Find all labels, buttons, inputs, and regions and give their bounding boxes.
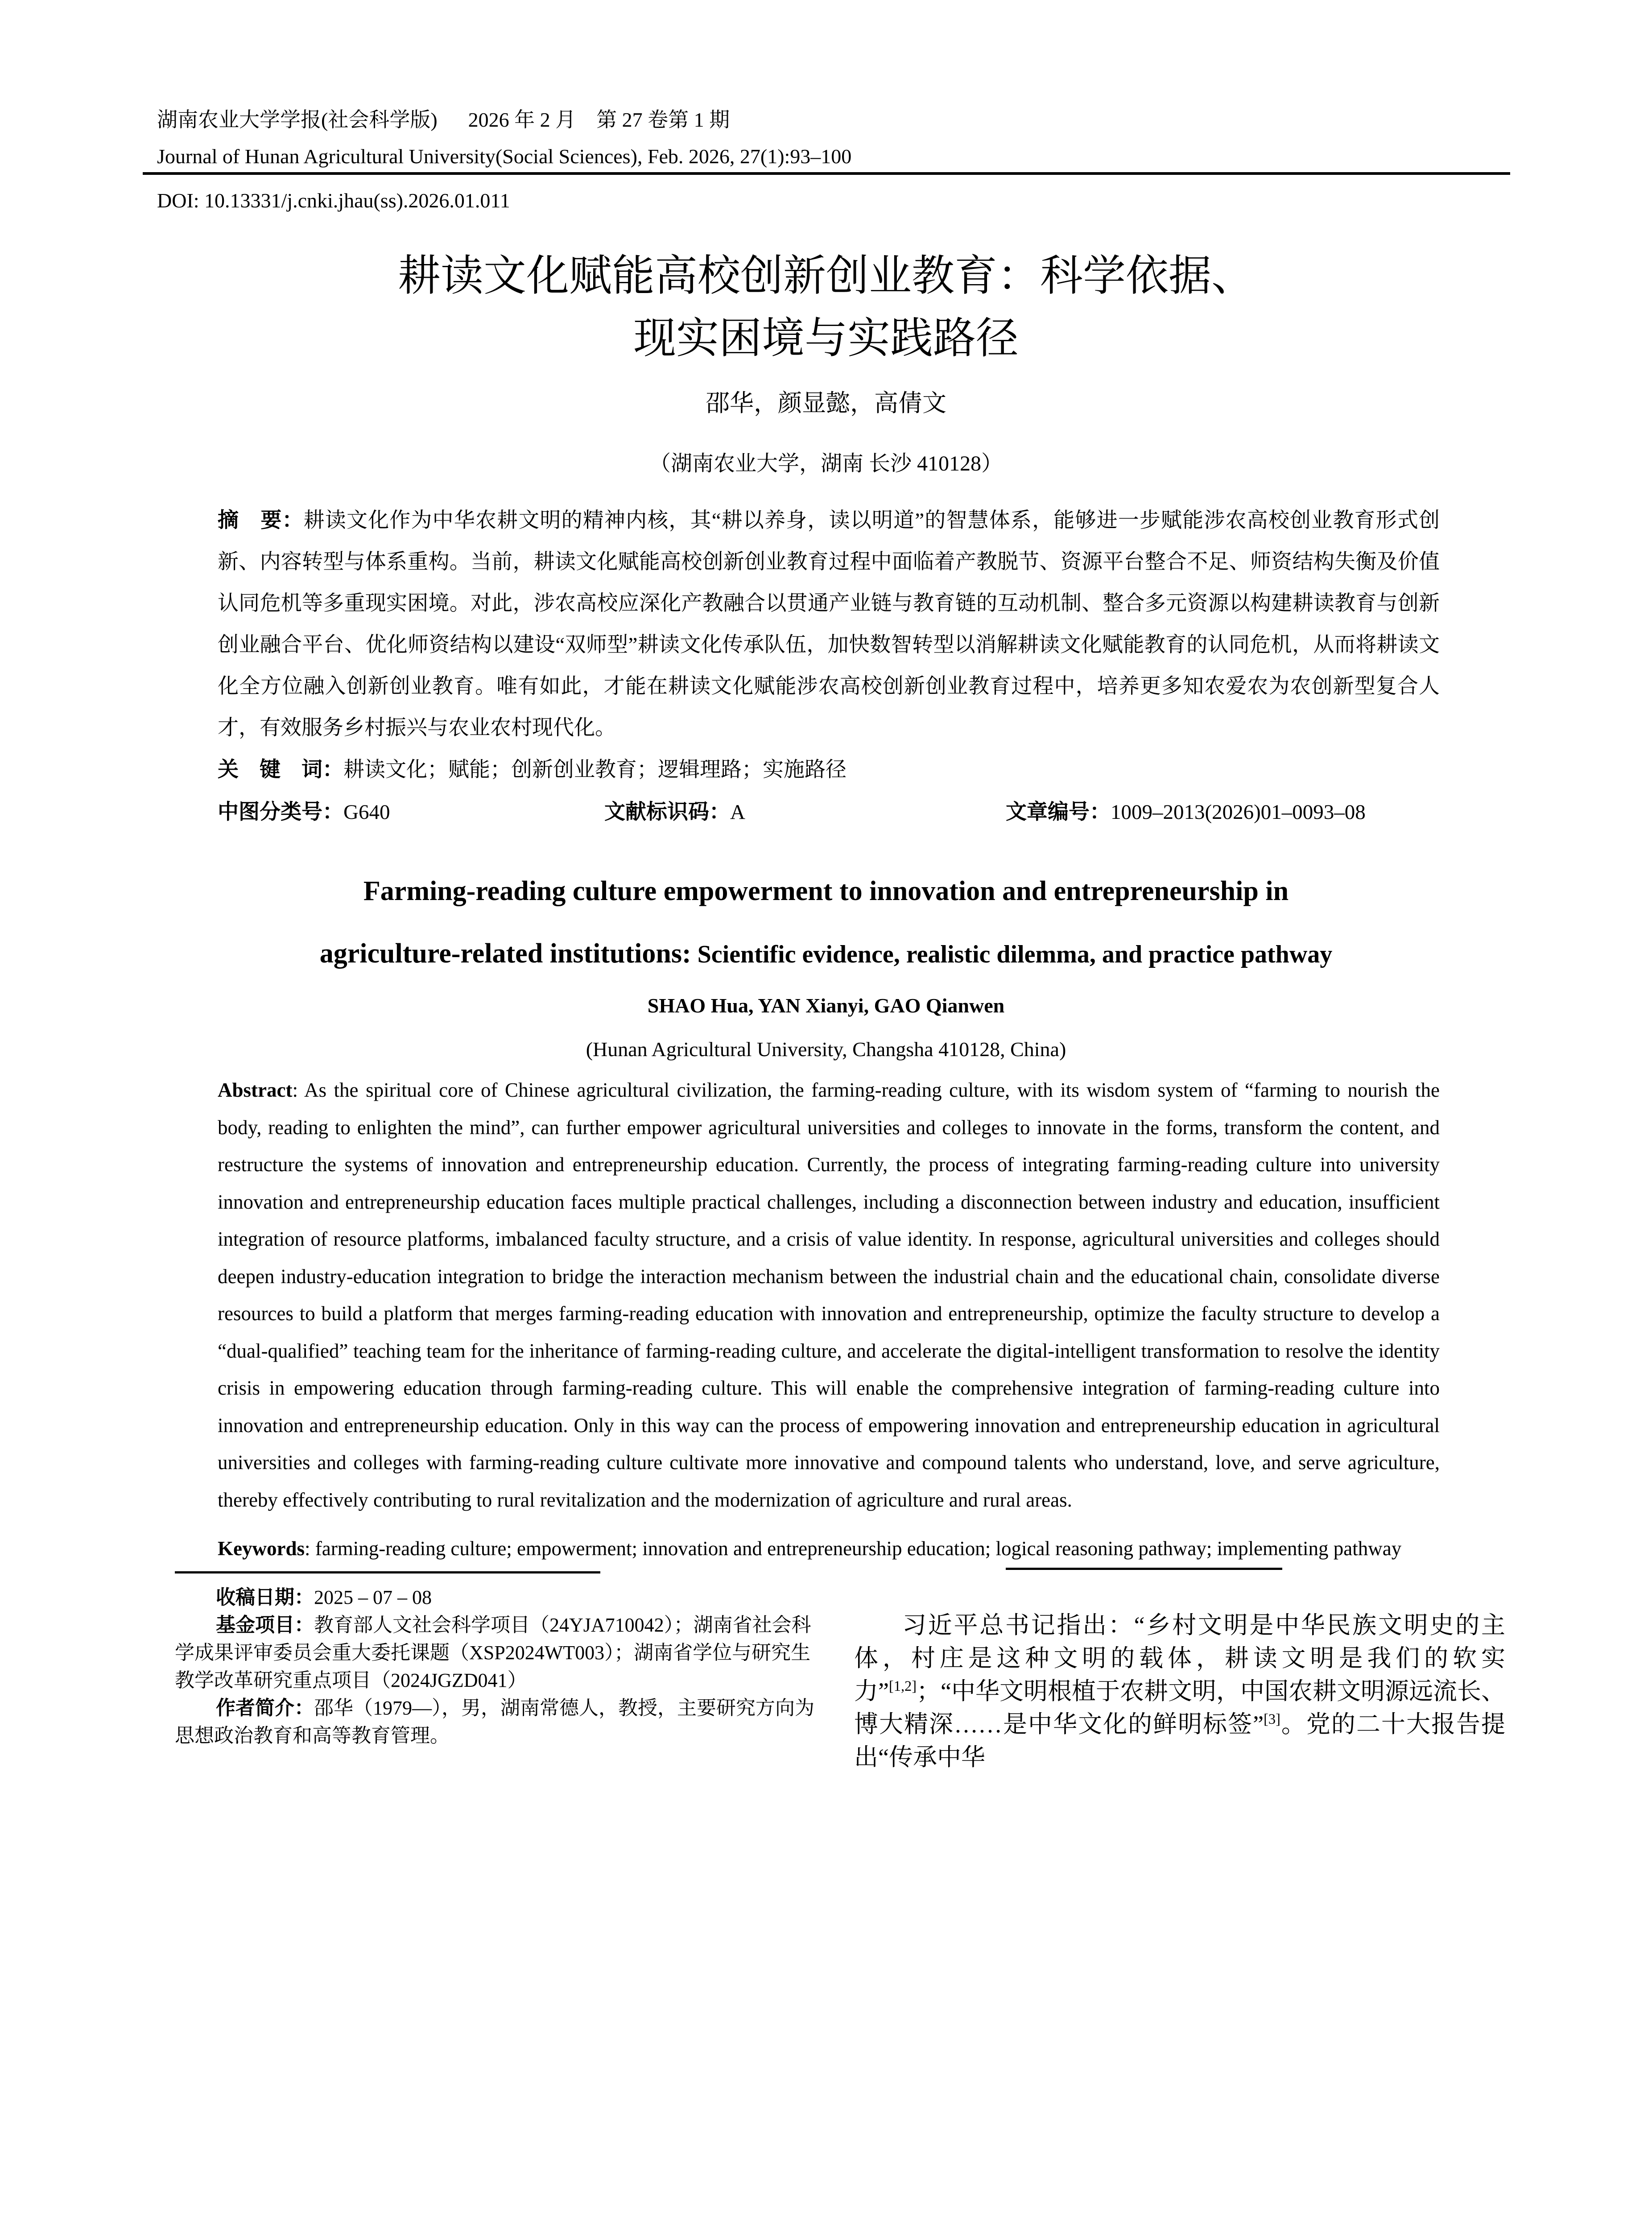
abstract-cn-text: 耕读文化作为中华农耕文明的精神内核，其“耕以养身，读以明道”的智慧体系，能够进一步赋能涉农高校创业教育形式创新、内容转型与体系重构。当前，耕读文化赋能高校创新创业教育过程中面临着产教脱节、资源平台整合不足、师资结构失衡及价值认同危机等多重现实困境。对此，涉农高校应深化产教融合以贯通产业链与教育链的互动机制、整合多元资源以构建耕读教育与创新创业融合平台、优化师资结构以建设“双师型”耕读文化传承队伍，加快数智转型以消解耕读文化赋能教育的认同危机，从而将耕读文化全方位融入创新创业教育。唯有如此，才能在耕读文化赋能涉农高校创新创业教育过程中，培养更多知农爱农为农创新型复合人才，有效服务乡村振兴与农业农村现代化。	[218, 509, 1440, 739]
bottom-section	[0, 1568, 1652, 1907]
clc-value: G640	[343, 801, 390, 824]
title-en-main: agriculture-related institutions:	[319, 938, 691, 969]
keywords-cn-label: 关 键 词：	[218, 757, 343, 782]
body-paragraph-1	[854, 1609, 1505, 1774]
keywords-en	[218, 1530, 1440, 1568]
footnote-divider	[175, 1571, 600, 1573]
authors-en: SHAO Hua, YAN Xianyi, GAO Qianwen	[647, 994, 1005, 1017]
fund-value: 教育部人文社会科学项目（24YJA710042）；湖南省社会科学成果评审委员会重大委托课题（XSP2024WT003）；湖南省学位与研究生教学改革研究重点项目（2024JGZD041）	[175, 1614, 811, 1691]
fund-projects	[175, 1611, 826, 1694]
author-bio	[175, 1694, 826, 1750]
article-number	[1006, 791, 1366, 834]
author-bio-label: 作者简介：	[216, 1696, 314, 1719]
received-date	[175, 1584, 826, 1611]
abstract-cn	[218, 500, 1440, 749]
abstract-cn-label: 摘 要：	[218, 508, 304, 533]
title-en-subtitle: Scientific evidence, realistic dilemma, and practice pathway	[691, 941, 1333, 968]
author-bio-value: 邵华（1979—），男，湖南常德人，教授，主要研究方向为思想政治教育和高等教育管理。	[175, 1697, 814, 1747]
keywords-en-label: Keywords	[218, 1537, 305, 1560]
abstract-en	[218, 1072, 1440, 1519]
journal-header	[157, 0, 1652, 175]
title-en-line1: Farming-reading culture empowerment to innovation and entrepreneurship in	[363, 876, 1289, 906]
affiliation-en: (Hunan Agricultural University, Changsha 410128, China)	[586, 1038, 1066, 1061]
keywords-cn-text: 耕读文化；赋能；创新创业教育；逻辑理路；实施路径	[343, 758, 847, 781]
title-en-line2	[0, 922, 1652, 986]
clc-number	[218, 791, 390, 834]
citation-ref[interactable]: [3]	[1264, 1711, 1280, 1727]
document-code-label: 文献标识码：	[604, 800, 730, 824]
journal-date-cn: 2026 年 2 月	[468, 108, 576, 131]
article-number-label: 文章编号：	[1006, 800, 1111, 824]
document-code-value: A	[730, 801, 745, 824]
document-code	[604, 791, 745, 834]
title-cn-line2: 现实困境与实践路径	[633, 313, 1019, 363]
received-value: 2025 – 07 – 08	[314, 1586, 432, 1608]
journal-header-cn	[157, 102, 1652, 138]
body-text: 习近平总书记指出：“乡村文明是中华民族文明史的主体，村庄是这种文明的载体，耕读文明是我们的软实力”	[854, 1611, 1505, 1705]
title-cn-line1: 耕读文化赋能高校创新创业教育：科学依据、	[398, 251, 1254, 301]
column-divider	[1006, 1568, 1282, 1570]
fund-label: 基金项目：	[216, 1613, 314, 1636]
journal-header-en: Journal of Hunan Agricultural University(Social Sciences), Feb. 2026, 27(1):93–100	[157, 145, 852, 168]
abstract-en-text: : As the spiritual core of Chinese agricultural civilization, the farming-reading culture, with its wisdom system of “farming to nourish the body, reading to enlighten the mind”, can further empower agricultural universities and colleges to innovate in the forms, transform the content, and restructure the systems of innovation and entrepreneurship education. Currently, the process of integrating farming-reading culture into university innovation and entrepreneurship education faces multiple practical challenges, including a disconnection between industry and education, insufficient integration of resource platforms, imbalanced faculty structure, and a crisis of value identity. In response, agricultural universities and colleges should deepen industry-education integration to bridge the interaction mechanism between the industrial chain and the educational chain, consolidate diverse resources to build a platform that merges farming-reading education with innovation and entrepreneurship, optimize the faculty structure to develop a “dual-qualified” teaching team for the inheritance of farming-reading culture, and accelerate the digital-intelligent transformation to resolve the identity crisis in empowering education through farming-reading culture. This will enable the comprehensive integration of farming-reading culture into innovation and entrepreneurship education. Only in this way can the process of empowering innovation and entrepreneurship education in agricultural universities and colleges with farming-reading culture cultivate more innovative and compound talents who understand, love, and serve agriculture, thereby effectively contributing to rural revitalization and the modernization of agriculture and rural areas.	[218, 1079, 1440, 1511]
keywords-en-text: : farming-reading culture; empowerment; innovation and entrepreneurship education; logical reasoning pathway; implementing pathway	[305, 1537, 1402, 1560]
body-text: 。党的二十大报告提出“传承中华	[854, 1710, 1505, 1771]
article-number-value: 1009–2013(2026)01–0093–08	[1111, 801, 1366, 824]
received-label: 收稿日期：	[216, 1586, 314, 1609]
citation-ref[interactable]: [1,2]	[888, 1678, 917, 1694]
body-text: ；“中华文明根植于农耕文明，中国农耕文明源远流长、博大精深……是中华文化的鲜明标签”	[854, 1677, 1505, 1738]
clc-label: 中图分类号：	[218, 800, 343, 824]
abstract-en-label: Abstract	[218, 1079, 293, 1101]
footnotes	[175, 1584, 826, 1750]
doi: DOI: 10.13331/j.cnki.jhau(ss).2026.01.011	[157, 189, 510, 212]
affiliation-cn: （湖南农业大学，湖南 长沙 410128）	[649, 452, 1003, 475]
journal-issue-cn: 第 27 卷第 1 期	[596, 108, 730, 131]
authors-cn: 邵华，颜显懿，高倩文	[706, 389, 946, 417]
classification-row	[0, 791, 1652, 833]
journal-name-cn: 湖南农业大学学报(社会科学版)	[157, 108, 438, 131]
keywords-cn	[218, 749, 1440, 791]
